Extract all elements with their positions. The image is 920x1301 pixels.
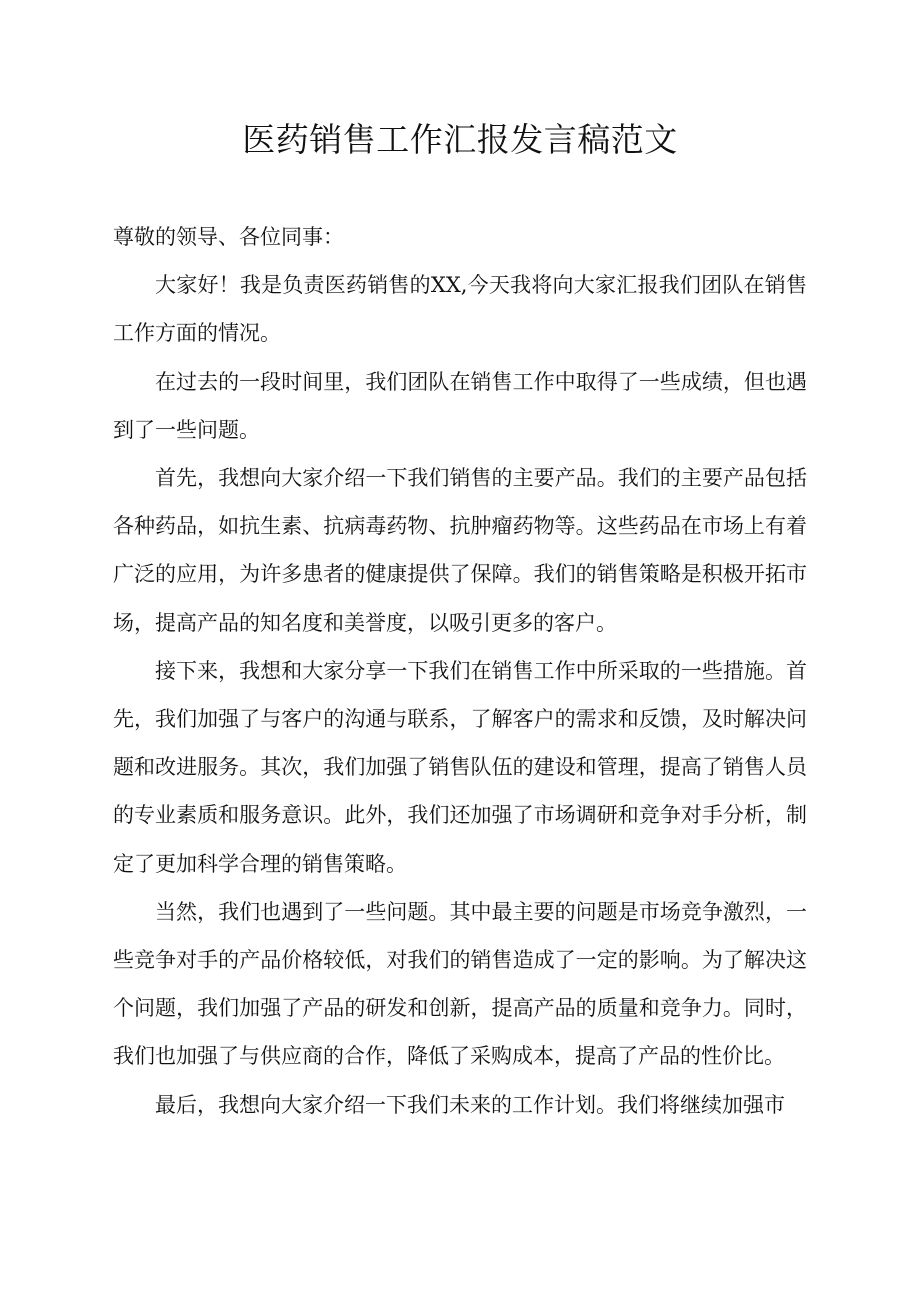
paragraph-problems: 当然，我们也遇到了一些问题。其中最主要的问题是市场竞争激烈，一些竞争对手的产品价格较低，对我们的销售造成了一定的影响。为了解决这个问题，我们加强了产品的研发和创新，提高产品的质量和竞争力。同时，我们也加强了与供应商的合作，降低了采购成本，提高了产品的性价比。 [113, 899, 807, 1069]
paragraph-overview: 在过去的一段时间里，我们团队在销售工作中取得了一些成绩，但也遇到了一些问题。 [113, 369, 807, 442]
paragraph-future-plan: 最后，我想向大家介绍一下我们未来的工作计划。我们将继续加强市 [155, 1092, 785, 1117]
salutation: 尊敬的领导、各位同事： [113, 225, 344, 249]
document-body [113, 213, 807, 1129]
paragraph-products: 首先，我想向大家介绍一下我们销售的主要产品。我们的主要产品包括各种药品，如抗生素、抗病毒药物、抗肿瘤药物等。这些药品在市场上有着广泛的应用，为许多患者的健康提供了保障。我们的销售策略是积极开拓市场，提高产品的知名度和美誉度，以吸引更多的客户。 [113, 466, 807, 635]
paragraph-measures: 接下来，我想和大家分享一下我们在销售工作中所采取的一些措施。首先，我们加强了与客户的沟通与联系，了解客户的需求和反馈，及时解决问题和改进服务。其次，我们加强了销售队伍的建设和管理，提高了销售人员的专业素质和服务意识。此外，我们还加强了市场调研和竞争对手分析，制定了更加科学合理的销售策略。 [113, 658, 807, 876]
document-title: 医药销售工作汇报发言稿范文 [242, 120, 678, 159]
paragraph-greeting: 大家好！我是负责医药销售的XX,今天我将向大家汇报我们团队在销售工作方面的情况。 [113, 273, 807, 346]
